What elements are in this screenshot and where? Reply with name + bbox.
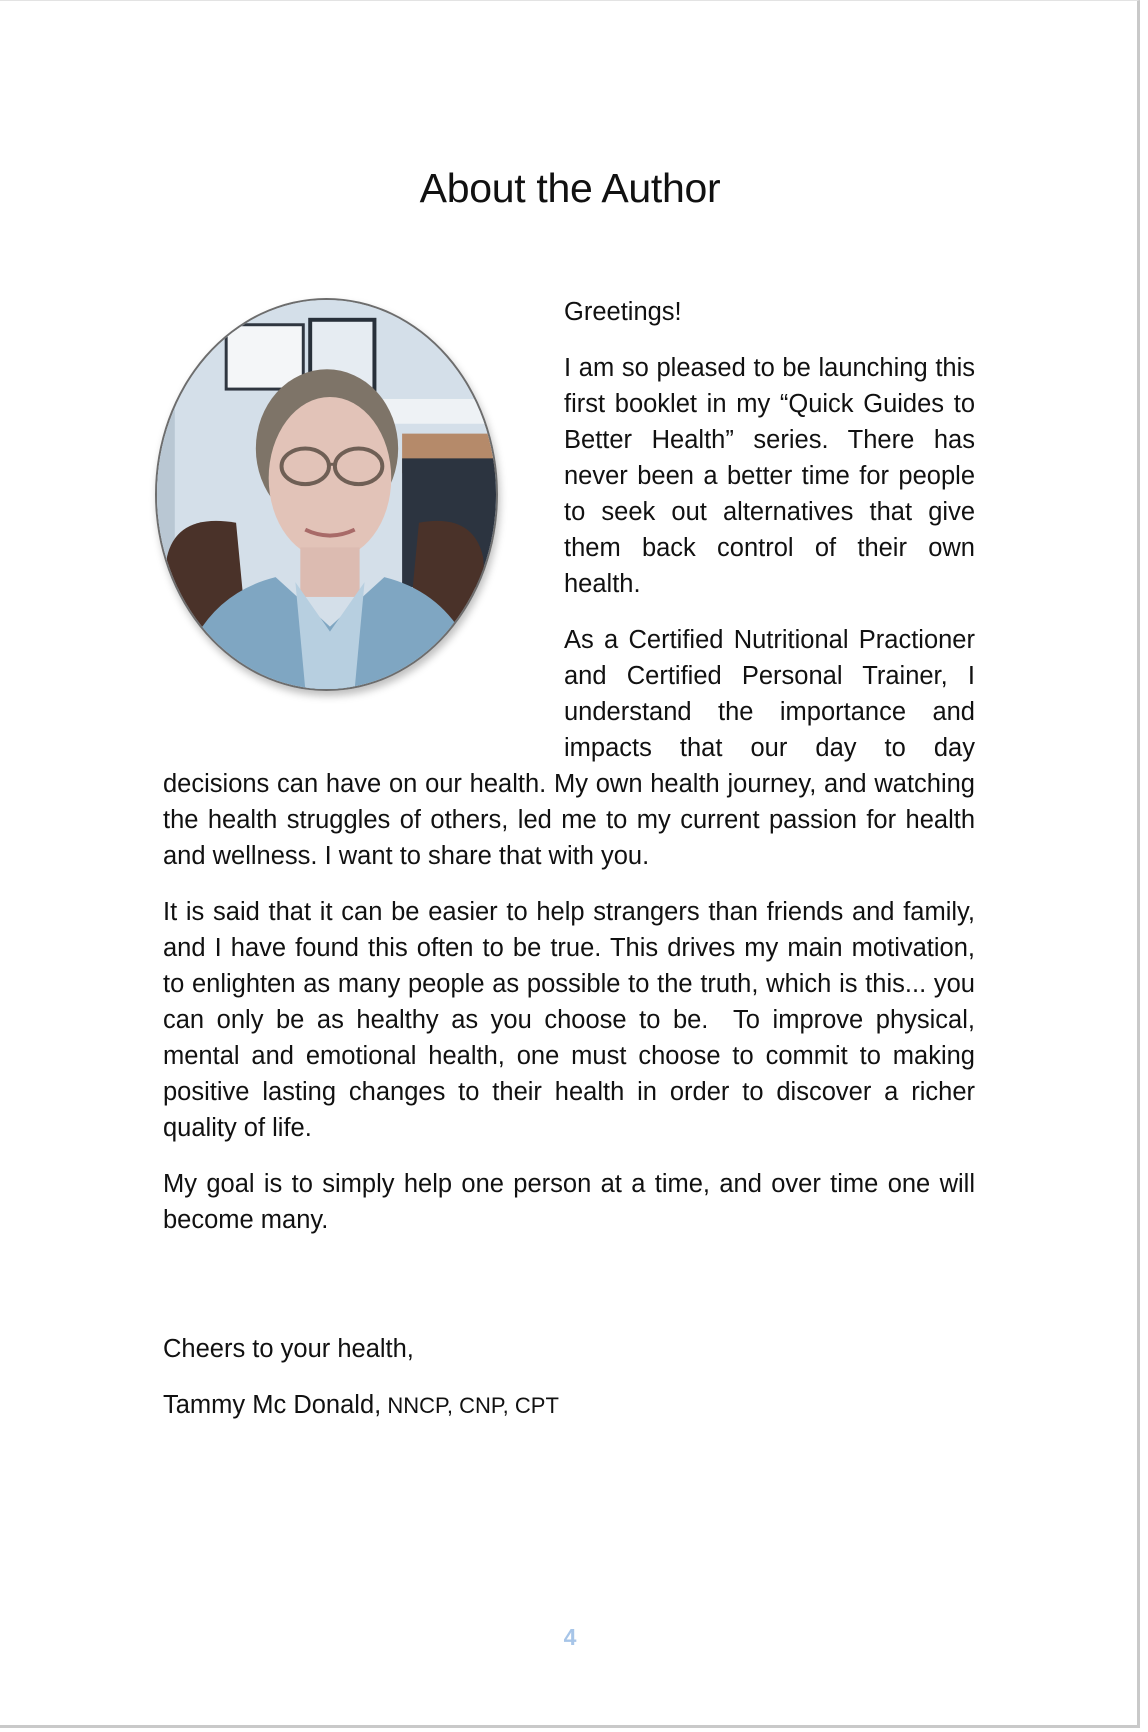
signature-name: Tammy Mc Donald, <box>163 1391 382 1419</box>
signature-credentials: NNCP, CNP, CPT <box>381 1393 559 1418</box>
spacer <box>163 1258 975 1331</box>
bio-paragraph: As a Certified Nutritional Practioner and Certified Personal Trainer, I understand the importance and impacts that our day to day decisions can have on our health. My own health journey, and watching the health struggles of others, led me to my current passion for health and wellness. I want to share that with you. <box>163 626 975 870</box>
bio-paragraph: My goal is to simply help one person at a time, and over time one will become many. <box>163 1170 975 1234</box>
greeting: Greetings! <box>564 298 682 326</box>
bio-paragraph: I am so pleased to be launching this first booklet in my “Quick Guides to Better Health” series. There has never been a better time for people to seek out alternatives that give them back control of their own health. <box>564 354 975 598</box>
signature <box>163 1387 975 1424</box>
closing-line: Cheers to your health, <box>163 1335 414 1363</box>
photo-wrap-spacer <box>163 294 564 757</box>
bio-paragraph: It is said that it can be easier to help strangers than friends and family, and I have found this often to be true. This drives my main motivation, to enlighten as many people as possible to the truth, which is this... you can only be as healthy as you choose to be. To improve physical, mental and emotional health, one must choose to commit to making positive lasting changes to their health in order to discover a richer quality of life. <box>163 898 975 1142</box>
author-bio <box>163 294 975 1444</box>
page-number: 4 <box>563 1624 577 1650</box>
page-title: About the Author <box>419 165 721 211</box>
